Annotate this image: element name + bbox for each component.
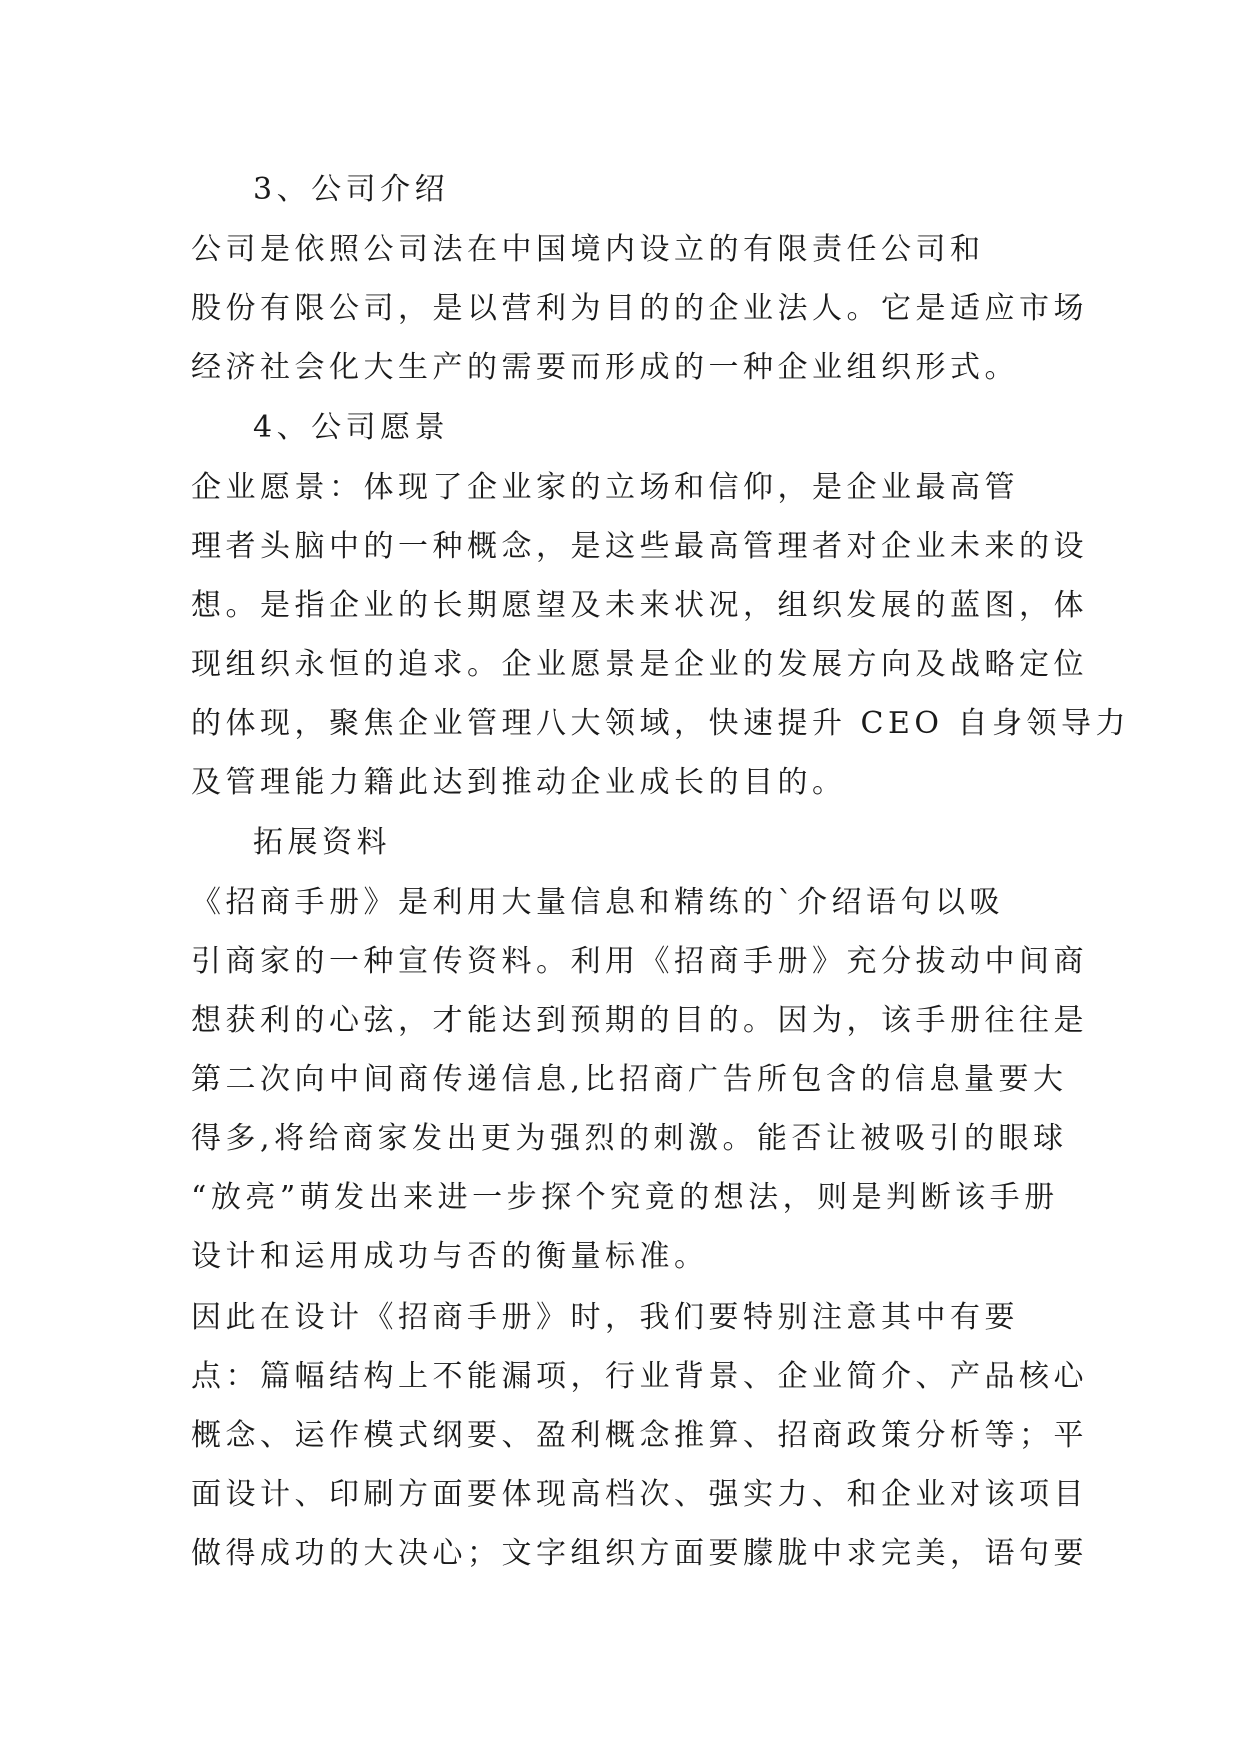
- paragraph-line: 得多,将给商家发出更为强烈的刺激。能否让被吸引的眼球: [191, 1121, 1068, 1156]
- section-heading-company-vision: 4、公司愿景: [253, 410, 450, 445]
- paragraph-line: 设计和运用成功与否的衡量标准。: [191, 1239, 709, 1274]
- paragraph-line: 因此在设计《招商手册》时，我们要特别注意其中有要: [191, 1300, 1019, 1335]
- paragraph-line: 理者头脑中的一种概念，是这些最高管理者对企业未来的设: [191, 529, 1088, 564]
- section-heading-extended-material: 拓展资料: [253, 825, 391, 860]
- paragraph-line: 公司是依照公司法在中国境内设立的有限责任公司和: [191, 232, 985, 267]
- paragraph-line: 做得成功的大决心；文字组织方面要朦胧中求完美，语句要: [191, 1536, 1088, 1571]
- paragraph-line: 现组织永恒的追求。企业愿景是企业的发展方向及战略定位: [191, 647, 1088, 682]
- paragraph-line: 概念、运作模式纲要、盈利概念推算、招商政策分析等；平: [191, 1418, 1088, 1453]
- paragraph-line: 点：篇幅结构上不能漏项，行业背景、企业简介、产品核心: [191, 1359, 1088, 1394]
- paragraph-line: 面设计、印刷方面要体现高档次、强实力、和企业对该项目: [191, 1477, 1088, 1512]
- paragraph-line: 想获利的心弦，才能达到预期的目的。因为，该手册往往是: [191, 1003, 1088, 1038]
- paragraph-line: 的体现，聚焦企业管理八大领域，快速提升 CEO 自身领导力: [191, 706, 1131, 741]
- paragraph-line: 及管理能力籍此达到推动企业成长的目的。: [191, 765, 847, 800]
- paragraph-line: 引商家的一种宣传资料。利用《招商手册》充分拔动中间商: [191, 944, 1088, 979]
- paragraph-line: 第二次向中间商传递信息,比招商广告所包含的信息量要大: [191, 1062, 1068, 1097]
- paragraph-line: 《招商手册》是利用大量信息和精练的`介绍语句以吸: [191, 885, 1004, 920]
- paragraph-line: 股份有限公司，是以营利为目的的企业法人。它是适应市场: [191, 291, 1088, 326]
- paragraph-line: 想。是指企业的长期愿望及未来状况，组织发展的蓝图，体: [191, 588, 1088, 623]
- paragraph-line: 企业愿景：体现了企业家的立场和信仰，是企业最高管: [191, 470, 1019, 505]
- paragraph-line: 经济社会化大生产的需要而形成的一种企业组织形式。: [191, 350, 1019, 385]
- paragraph-line: “放亮”萌发出来进一步探个究竟的想法，则是判断该手册: [191, 1180, 1059, 1215]
- section-heading-company-intro: 3、公司介绍: [253, 172, 450, 207]
